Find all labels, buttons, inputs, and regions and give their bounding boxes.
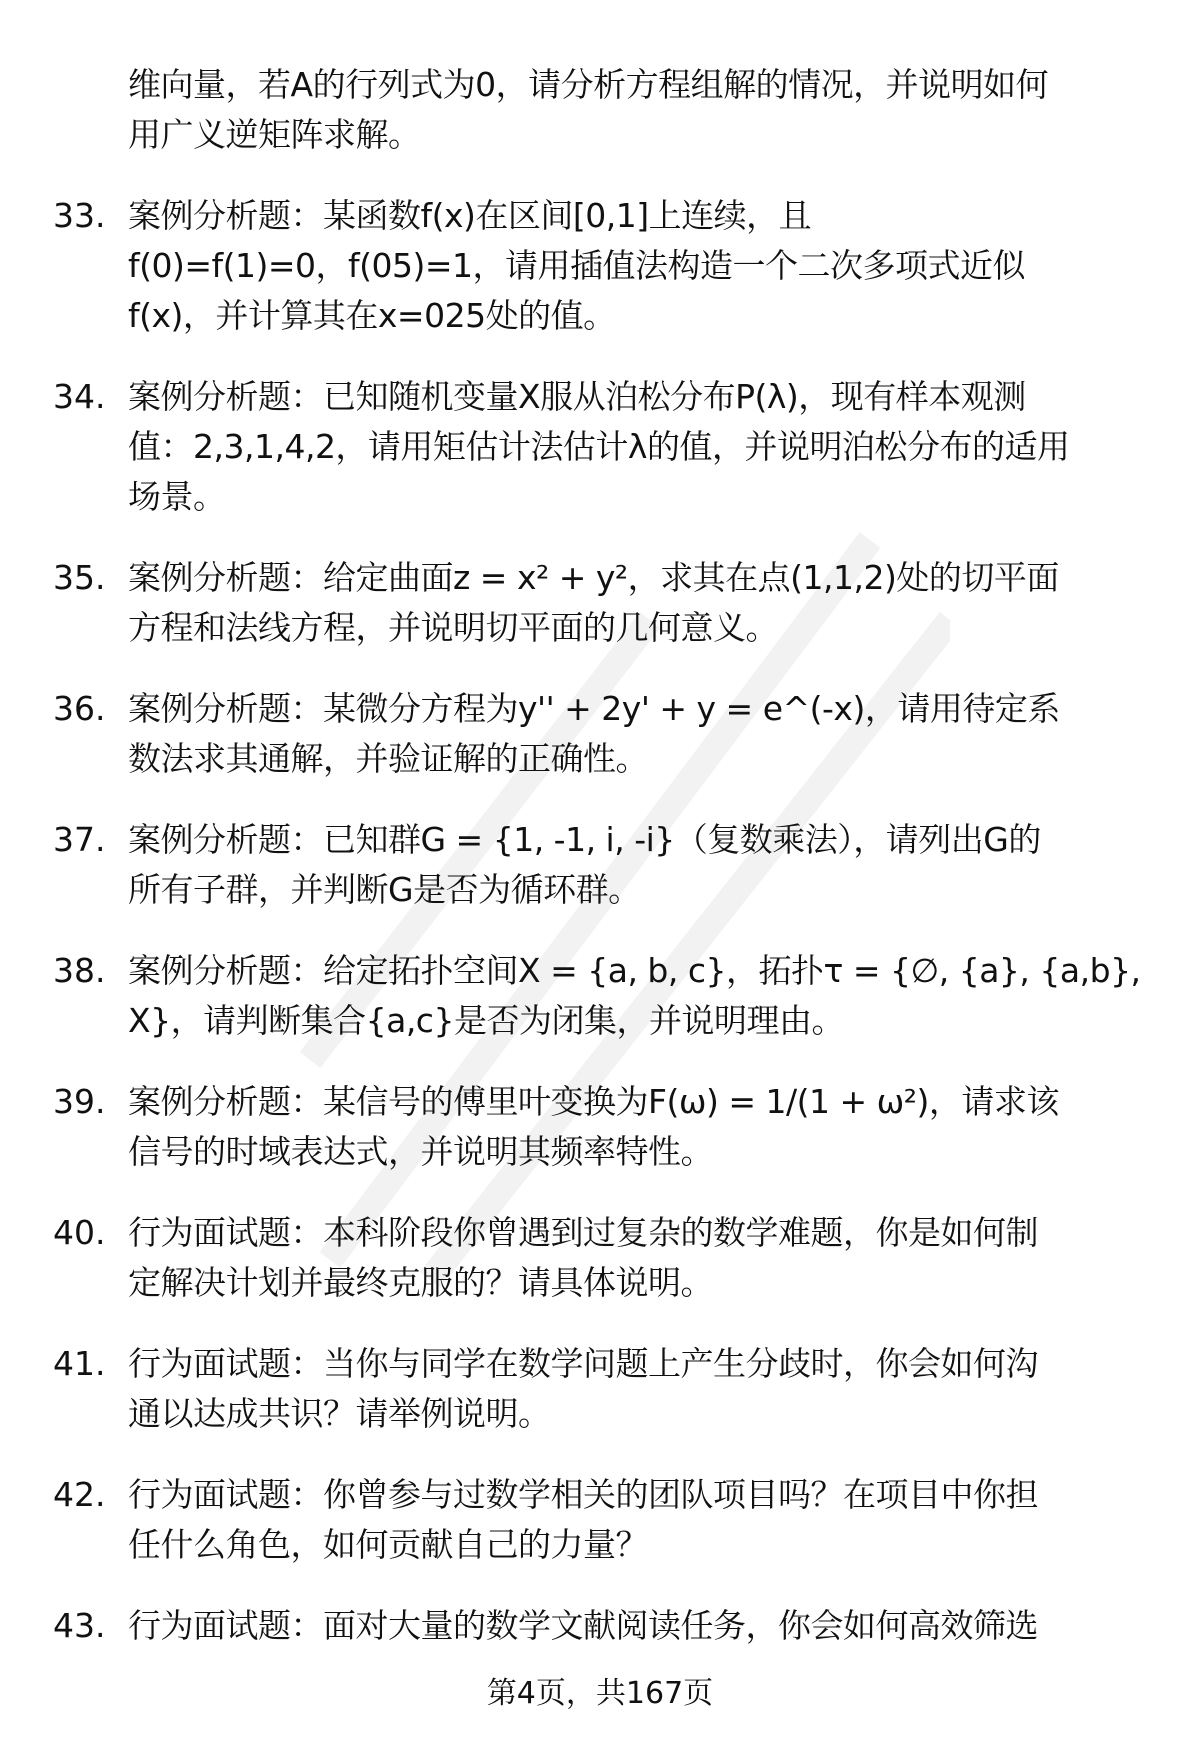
question-item (0, 372, 1200, 522)
question-number: 41. (53, 1344, 106, 1383)
question-item (0, 946, 1200, 1046)
question-item (0, 684, 1200, 784)
intro-paragraph (0, 60, 1200, 160)
text-line: 信号的时域表达式，并说明其频率特性。 (128, 1132, 713, 1171)
text-line: f(0)=f(1)=0，f(05)=1，请用插值法构造一个二次多项式近似 (128, 246, 1026, 285)
text-line: 数法求其通解，并验证解的正确性。 (128, 739, 648, 778)
question-number: 33. (53, 196, 106, 235)
question-number: 37. (53, 820, 106, 859)
question-number: 39. (53, 1082, 106, 1121)
question-item (0, 1470, 1200, 1570)
question-number: 40. (53, 1213, 106, 1252)
text-line: 场景。 (128, 477, 226, 516)
question-number: 43. (53, 1606, 106, 1645)
question-number: 35. (53, 558, 106, 597)
text-line: 任什么角色，如何贡献自己的力量？ (128, 1525, 648, 1564)
text-line: 案例分析题：已知随机变量X服从泊松分布P(λ)，现有样本观测 (128, 377, 1026, 416)
question-item (0, 553, 1200, 653)
text-line: 方程和法线方程，并说明切平面的几何意义。 (128, 608, 778, 647)
text-line: f(x)，并计算其在x=025处的值。 (128, 296, 616, 335)
text-line: 值：2,3,1,4,2，请用矩估计法估计λ的值，并说明泊松分布的适用 (128, 427, 1070, 466)
question-number: 36. (53, 689, 106, 728)
question-item (0, 1208, 1200, 1308)
text-line: 案例分析题：某函数f(x)在区间[0,1]上连续，且 (128, 196, 812, 235)
question-number: 38. (53, 951, 106, 990)
question-item (0, 815, 1200, 915)
question-item (0, 1339, 1200, 1439)
text-line: 案例分析题：给定曲面z = x² + y²，求其在点(1,1,2)处的切平面 (128, 558, 1059, 597)
text-line: 行为面试题：面对大量的数学文献阅读任务，你会如何高效筛选 (128, 1606, 1038, 1645)
text-line: 案例分析题：某微分方程为y'' + 2y' + y = e^(-x)，请用待定系 (128, 689, 1060, 728)
text-line: 行为面试题：本科阶段你曾遇到过复杂的数学难题，你是如何制 (128, 1213, 1038, 1252)
text-line: 行为面试题：你曾参与过数学相关的团队项目吗？在项目中你担 (128, 1475, 1038, 1514)
text-line: 案例分析题：某信号的傅里叶变换为F(ω) = 1/(1 + ω²)，请求该 (128, 1082, 1059, 1121)
question-number: 34. (53, 377, 106, 416)
text-line: 案例分析题：给定拓扑空间X = {a, b, c}，拓扑τ = {∅, {a}, {a,b}, (128, 951, 1141, 990)
text-line: 所有子群，并判断G是否为循环群。 (128, 870, 641, 909)
text-line: 案例分析题：已知群G = {1, -1, i, -i}（复数乘法），请列出G的 (128, 820, 1041, 859)
page-footer: 第4页，共167页 (486, 1676, 714, 1711)
text-line: 通以达成共识？请举例说明。 (128, 1394, 551, 1433)
text-line: 定解决计划并最终克服的？请具体说明。 (128, 1263, 713, 1302)
question-item (0, 191, 1200, 341)
document-page (0, 60, 1200, 1682)
question-item (0, 1601, 1200, 1651)
text-line: X}，请判断集合{a,c}是否为闭集，并说明理由。 (128, 1001, 844, 1040)
question-number: 42. (53, 1475, 106, 1514)
text-line: 行为面试题：当你与同学在数学问题上产生分歧时，你会如何沟 (128, 1344, 1038, 1383)
question-item (0, 1077, 1200, 1177)
text-line: 维向量，若A的行列式为0，请分析方程组解的情况，并说明如何 (128, 65, 1049, 104)
text-line: 用广义逆矩阵求解。 (128, 115, 421, 154)
